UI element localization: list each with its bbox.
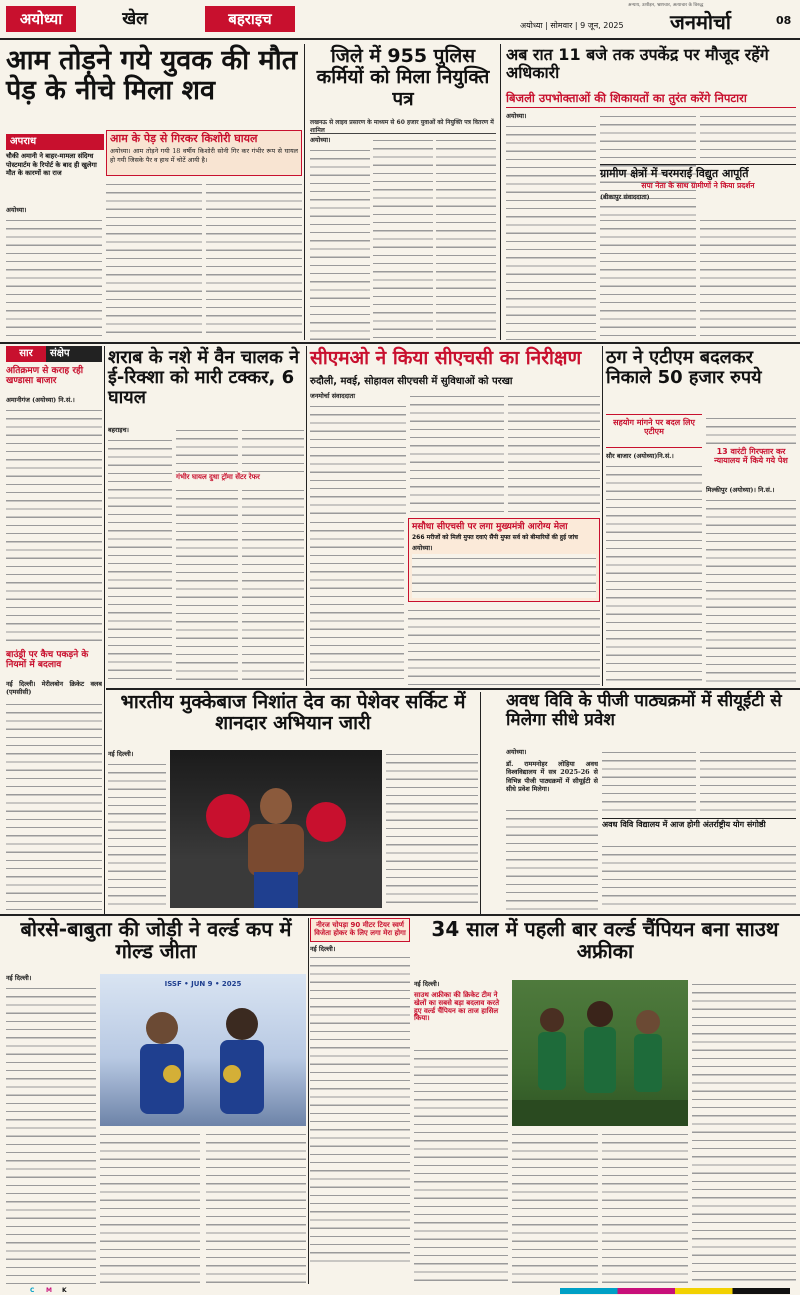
atm-quote: सहयोग मांगने पर बदल लिए एटीएम [613,418,695,436]
arogya-mela-headline[interactable]: मसौधा सीएचसी पर लगा मुख्यमंत्री आरोग्य मेला [412,522,568,532]
section-divider [0,342,800,344]
rural-power-body-col2 [700,216,796,340]
column-rule [308,918,309,1284]
column-rule [480,692,481,914]
s10-body-col2 [100,1130,200,1284]
s6-body-col2 [706,414,796,446]
headline-neeraj-chopra[interactable]: नीरज चोपड़ा 90 मीटर टियर स्वर्ण विजेता होकर के लिए लगा मेरा होगा [310,918,410,942]
shooting-medal-photo [100,974,306,1126]
s1-body-col1 [6,216,102,340]
registration-mark-k: K [62,1287,67,1294]
s12-body-col1 [414,1046,508,1284]
column-rule [602,346,603,686]
s6-dateline: सौर बाजार (अयोध्या)नि.सं.। [606,452,674,460]
s4-body-col3b [242,486,304,680]
section-tab-bahraich[interactable]: बहराइच [205,6,295,32]
arogya-mela-dateline: अयोध्या। [412,543,433,552]
section-tab-khel[interactable]: खेल [122,9,148,29]
s9-dateline: अयोध्या। [506,748,527,756]
s9-sub1: डॉ. राममनोहर लोहिया अवध विश्वविद्यालय में सत्र 2025-26 से विभिन्न पीजी पाठ्यक्रमों में सीयूईटी से सीधे प्रवेश मिलेगा। [506,760,598,793]
sar-sankshep-header [6,346,102,362]
warrant-arrest-dateline: मिल्कीपुर (अयोध्या)। नि.सं.। [706,486,775,494]
headline-boxer-nishant-dev[interactable]: भारतीय मुक्केबाज निशांत देव का पेशेवर सर्किट में शानदार अभियान जारी [120,691,466,735]
s3-body-col3-top [700,112,796,162]
cricket-team-photo [512,980,688,1126]
rural-power-body-col1 [600,216,696,340]
issf-banner: ISSF • JUN 9 • 2025 [164,980,242,988]
s7-body-col1 [108,760,166,910]
headline-shooting-gold[interactable]: बोरसे-बाबुता की जोड़ी ने वर्ल्ड कप में गोल्ड जीता [20,917,292,964]
s2-subhead: लखनऊ से लाइव प्रसारण के माध्यम से 60 हजार युवाओं को नियुक्ति पत्र वितरण में शामिल [310,118,496,134]
s12-lead: साउथ अफ्रीका की क्रिकेट टीम ने खेलों का सबसे बड़ा बदलाव करते हुए वर्ल्ड चैंपियन का ताज हासिल किया। [414,991,500,1023]
s6-body-col1 [606,462,702,686]
headline-atm-fraud[interactable]: ठग ने एटीएम बदलकर निकाले 50 हजार रुपये [606,347,762,389]
s2-body-col1 [310,146,370,340]
kicker-text: अयोध्या। आम तोड़ने गयी 18 वर्षीय किशोरी सोनी गिर कर गंभीर रूप से घायल हो गयी जिसके पैर व हाथ में चोटें आयी है। [110,147,298,164]
warrant-arrest-headline[interactable]: 13 वारंटी गिरफ्तार कर न्यायालय में किये गये पेश [714,447,788,465]
column-rule [306,346,307,686]
dateline: अयोध्या | सोमवार | 9 जून, 2025 [520,21,624,30]
arogya-mela-body [412,554,596,598]
s11-body [310,953,410,1263]
masthead [0,0,800,40]
headline-officers-till-11pm[interactable]: अब रात 11 बजे तक उपकेंद्र पर मौजूद रहेंगे अधिकारी [506,45,769,82]
headline-avadh-pg-cuet[interactable]: अवध विवि के पीजी पाठ्यक्रमों में सीयूईटी से मिलेगा सीधे प्रवेश [506,691,782,731]
brief-boundary-catch-head[interactable]: बाउंड्री पर कैच पकड़ने के नियमों में बदलाव [6,650,89,671]
s9-body-col3 [700,748,796,814]
s12-dateline: नई दिल्ली। [414,980,440,988]
brief-encroachment-dateline: अमानीगंज (अयोध्या) नि.सं.। [6,396,75,404]
s3-body-col1 [506,122,596,340]
section-divider [0,914,800,916]
s5-subhead: रुदौली, मवई, सोहावल सीएचसी में सुविधाओं को परखा [310,376,513,387]
kicker-headline[interactable]: आम के पेड़ से गिरकर किशोरी घायल [110,132,258,145]
s1-body-col3 [206,180,302,340]
s9-sub2-yoga-seminar[interactable]: अवध विवि विद्यालय में आज होगी अंतर्राष्ट्रीय योग संगोष्ठी [602,818,796,840]
registration-mark-c: C [30,1287,35,1294]
s2-body-col2 [373,136,433,340]
color-bar [560,1288,790,1294]
section-tab-ayodhya[interactable]: अयोध्या [6,6,76,32]
apradh-tag: अपराध [6,134,104,150]
kicker-box [106,130,302,176]
sar-tag: सार [6,346,46,362]
headline-mango-youth-death[interactable]: आम तोड़ने गये युवक की मौत पेड़ के नीचे मिला शव [6,45,298,107]
s4-body-col2 [176,426,238,472]
s11-dateline: नई दिल्ली। [310,944,336,953]
s1-body-col2 [106,180,202,340]
headline-van-driver-accident[interactable]: शराब के नशे में वैन चालक ने ई-रिक्शा को मारी टक्कर, 6 घायल [108,347,300,409]
s12-body-col4 [692,980,796,1284]
s4-subhead: गंभीर घायल दुधा ट्रॉमा सेंटर रेफर [176,473,260,481]
s5-body-col1 [310,402,406,516]
s4-dateline: बहराइच। [108,426,129,434]
shooters-medal-icon [100,974,306,1126]
column-rule [104,346,105,914]
s5-body-col2 [410,392,504,516]
s5-dateline: जनमोर्चा संवाददाता [310,392,355,400]
brief-encroachment-head[interactable]: अतिक्रमण से कराह रही खण्डासा बाजार [6,366,84,387]
rural-power-headline[interactable]: ग्रामीण क्षेत्रों में चरमराई विद्युत आपूर्ति [600,167,749,180]
headline-cmo-inspection[interactable]: सीएमओ ने किया सीएचसी का निरीक्षण [310,347,582,369]
tagline: अन्याय, उत्पीड़न, भ्रष्टाचार, अत्याचार के विरुद्ध [628,3,704,8]
s7-body-col3 [386,750,478,910]
s10-body-col1 [6,984,96,1284]
arogya-mela-box [408,518,600,602]
s9-body-col1 [506,806,598,910]
rural-power-dateline: (बीकापुर संवाददाता) [600,192,650,201]
s7-dateline: नई दिल्ली। [108,750,134,758]
column-rule [500,44,501,340]
paper-name: जनमोर्चा [670,10,731,34]
page-number: 08 [776,14,792,27]
boxing-photo [170,750,382,908]
footer-strip [0,1287,800,1295]
s9-body-col2 [602,748,696,814]
s3-dateline: अयोध्या। [506,112,527,120]
s12-body-col2 [512,1130,598,1284]
s4-body-col1 [108,436,172,680]
boxer-figure-icon [170,750,382,908]
s3-subhead: बिजली उपभोक्ताओं की शिकायतों का तुरंत करेंगे निपटारा [506,92,796,108]
registration-mark-m: M [46,1287,52,1294]
s4-body-col2b [176,486,238,680]
s5-body-col3 [508,392,600,516]
s4-body-col3 [242,426,304,472]
headline-south-africa-champion[interactable]: 34 साल में पहली बार वर्ल्ड चैंपियन बना साउथ अफ्रीका [431,917,779,964]
sankshep-tag: संक्षेप [50,348,70,359]
apradh-summary: चौकी अमानी ने बाहर-मामला संदिग्ध पोस्टमार्टम के रिपोर्ट के बाद ही खुलेगा मौत के कारणों का राज [6,152,97,178]
brief-encroachment-body [6,406,102,646]
column-rule [304,44,305,340]
s10-body-col3 [206,1130,306,1284]
s2-body-col3 [436,136,496,340]
s2-dateline: अयोध्या। [310,136,331,144]
s12-body-col3 [602,1130,688,1284]
neeraj-box [310,918,410,1284]
s10-dateline: नई दिल्ली। [6,974,32,982]
arogya-mela-subhead: 266 मरीजों को मिली मुफ्त दवाएं सैंपी मुफ्त सर्व को बीमारियों की हुई जांच [412,534,578,542]
s5-body-col2b [408,606,600,686]
s1-dateline: अयोध्या। [6,206,27,214]
atm-quote-box [606,414,702,448]
brief-boundary-catch-body [6,700,102,912]
warrant-arrest-body [706,496,796,686]
s5-body-col1b [310,518,404,686]
cricket-players-icon [512,980,688,1126]
rural-power-subhead: सपा नेता के साथ ग्रामीणों ने किया प्रदर्शन [641,181,755,191]
headline-police-appointment[interactable]: जिले में 955 पुलिस कर्मियों को मिला नियुक्ति पत्र [316,45,490,110]
s9-body-col4 [602,842,796,910]
section-divider [106,688,800,690]
brief-boundary-catch-dateline: नई दिल्ली। मेरीलबोन क्रिकेट क्लब (एमसीसी) [6,680,102,697]
rural-power-box [600,164,796,214]
